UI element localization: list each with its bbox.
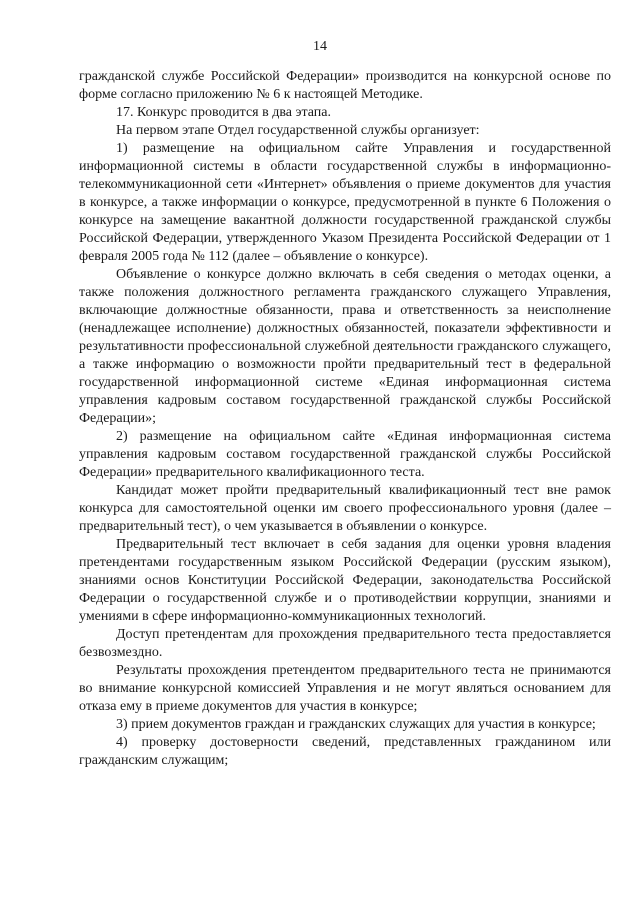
paragraph-access: Доступ претендентам для прохождения предварительного теста предоставляется безвозмездно. (79, 627, 611, 660)
paragraph-results: Результаты прохождения претендентом предварительного теста не принимаются во внимание конкурсной комиссией Управления и не могут являться основанием для отказа ему в приеме документов для участия в конкурсе; (79, 663, 611, 714)
paragraph-preliminary-test: Предварительный тест включает в себя задания для оценки уровня владения претендентами государственным языком Российской Федерации (русским языком), знаниями основ Конституции Российской Федерации, законодательства Российской Федерации о государственной службе и о противодействии коррупции, знаниями и умениями в сфере информационно-коммуникационных технологий. (79, 537, 611, 624)
paragraph-item-2: 2) размещение на официальном сайте «Единая информационная система управления кадровым составом государственной гражданской службы Российской Федерации» предварительного квалификационного теста. (79, 429, 611, 480)
paragraph-item-3: 3) прием документов граждан и гражданских служащих для участия в конкурсе; (116, 717, 596, 732)
document-body (79, 68, 611, 770)
paragraph-item-1: 1) размещение на официальном сайте Управления и государственной информационной системы в области государственной службы в информационно-телекоммуникационной сети «Интернет» объявления о приеме документов для участия в конкурсе, а также информации о конкурсе, предусмотренной в пункте 6 Положения о конкурсе на замещение вакантной должности государственной гражданской службы Российской Федерации, утвержденного Указом Президента Российской Федерации от 1 февраля 2005 года № 112 (далее – объявление о конкурсе). (79, 141, 611, 264)
paragraph-candidate: Кандидат может пройти предварительный квалификационный тест вне рамок конкурса для самостоятельной оценки им своего профессионального уровня (далее – предварительный тест), о чем указывается в объявлении о конкурсе. (79, 483, 611, 534)
paragraph-continuation: гражданской службе Российской Федерации» производится на конкурсной основе по форме согласно приложению № 6 к настоящей Методике. (79, 69, 611, 102)
paragraph-first-stage: На первом этапе Отдел государственной службы организует: (116, 123, 480, 138)
paragraph-announcement: Объявление о конкурсе должно включать в себя сведения о методах оценки, а также положения должностного регламента гражданского служащего Управления, включающие должностные обязанности, права и ответственность за неисполнение (ненадлежащее исполнение) должностных обязанностей, показатели эффективности и результативности профессиональной служебной деятельности гражданского служащего, а также информацию о возможности пройти предварительный тест в федеральной государственной информационной системе «Единая информационная система управления кадровым составом государственной гражданской службы Российской Федерации»; (79, 267, 611, 426)
page-number: 14 (313, 39, 327, 54)
paragraph-item-4: 4) проверку достоверности сведений, представленных гражданином или гражданским служащим; (79, 735, 611, 768)
paragraph-item-17: 17. Конкурс проводится в два этапа. (116, 105, 332, 120)
